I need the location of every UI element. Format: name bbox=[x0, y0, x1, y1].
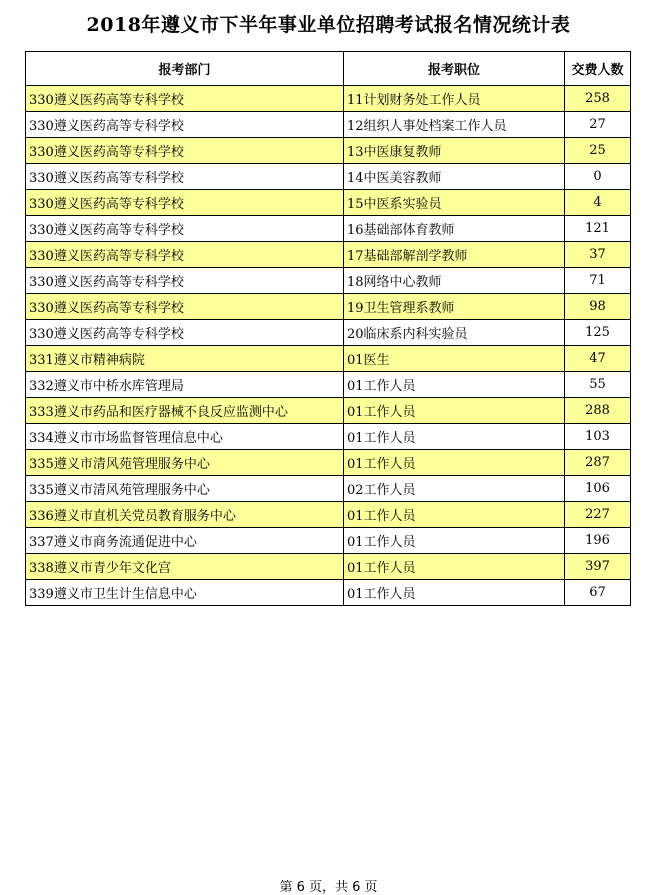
table-row bbox=[26, 398, 631, 424]
cell-paid-count: 67 bbox=[565, 580, 631, 606]
table-row bbox=[26, 138, 631, 164]
cell-department: 333遵义市药品和医疗器械不良反应监测中心 bbox=[26, 398, 344, 424]
cell-paid-count: 25 bbox=[565, 138, 631, 164]
cell-position: 17基础部解剖学教师 bbox=[344, 242, 565, 268]
cell-position: 01工作人员 bbox=[344, 424, 565, 450]
cell-department: 338遵义市青少年文化宫 bbox=[26, 554, 344, 580]
cell-position: 02工作人员 bbox=[344, 476, 565, 502]
table-row bbox=[26, 424, 631, 450]
cell-paid-count: 121 bbox=[565, 216, 631, 242]
cell-paid-count: 125 bbox=[565, 320, 631, 346]
table-row bbox=[26, 372, 631, 398]
cell-paid-count: 37 bbox=[565, 242, 631, 268]
registration-table bbox=[25, 51, 631, 606]
table-row bbox=[26, 164, 631, 190]
cell-position: 16基础部体育教师 bbox=[344, 216, 565, 242]
cell-paid-count: 27 bbox=[565, 112, 631, 138]
cell-department: 330遵义医药高等专科学校 bbox=[26, 86, 344, 112]
cell-position: 01工作人员 bbox=[344, 554, 565, 580]
cell-department: 336遵义市直机关党员教育服务中心 bbox=[26, 502, 344, 528]
cell-department: 330遵义医药高等专科学校 bbox=[26, 138, 344, 164]
cell-position: 01工作人员 bbox=[344, 528, 565, 554]
cell-paid-count: 55 bbox=[565, 372, 631, 398]
cell-department: 330遵义医药高等专科学校 bbox=[26, 190, 344, 216]
cell-paid-count: 227 bbox=[565, 502, 631, 528]
cell-department: 335遵义市清风苑管理服务中心 bbox=[26, 476, 344, 502]
cell-paid-count: 71 bbox=[565, 268, 631, 294]
table-row bbox=[26, 268, 631, 294]
cell-position: 01医生 bbox=[344, 346, 565, 372]
cell-paid-count: 287 bbox=[565, 450, 631, 476]
table-row bbox=[26, 502, 631, 528]
cell-position: 20临床系内科实验员 bbox=[344, 320, 565, 346]
cell-department: 330遵义医药高等专科学校 bbox=[26, 112, 344, 138]
header-department: 报考部门 bbox=[26, 52, 344, 86]
cell-department: 331遵义市精神病院 bbox=[26, 346, 344, 372]
cell-position: 18网络中心教师 bbox=[344, 268, 565, 294]
cell-paid-count: 98 bbox=[565, 294, 631, 320]
cell-position: 15中医系实验员 bbox=[344, 190, 565, 216]
page-title: 2018年遵义市下半年事业单位招聘考试报名情况统计表 bbox=[86, 14, 571, 36]
cell-paid-count: 0 bbox=[565, 164, 631, 190]
table-row bbox=[26, 86, 631, 112]
cell-department: 337遵义市商务流通促进中心 bbox=[26, 528, 344, 554]
header-paid-count: 交费人数 bbox=[565, 52, 631, 86]
table-row bbox=[26, 346, 631, 372]
table-row bbox=[26, 216, 631, 242]
cell-position: 01工作人员 bbox=[344, 580, 565, 606]
cell-department: 335遵义市清风苑管理服务中心 bbox=[26, 450, 344, 476]
cell-paid-count: 106 bbox=[565, 476, 631, 502]
table-row bbox=[26, 450, 631, 476]
cell-department: 339遵义市卫生计生信息中心 bbox=[26, 580, 344, 606]
table-row bbox=[26, 112, 631, 138]
cell-position: 11计划财务处工作人员 bbox=[344, 86, 565, 112]
cell-paid-count: 47 bbox=[565, 346, 631, 372]
cell-department: 330遵义医药高等专科学校 bbox=[26, 294, 344, 320]
table-header-row bbox=[26, 52, 631, 86]
cell-paid-count: 103 bbox=[565, 424, 631, 450]
cell-position: 01工作人员 bbox=[344, 450, 565, 476]
cell-position: 01工作人员 bbox=[344, 398, 565, 424]
cell-department: 330遵义医药高等专科学校 bbox=[26, 164, 344, 190]
cell-position: 13中医康复教师 bbox=[344, 138, 565, 164]
cell-department: 330遵义医药高等专科学校 bbox=[26, 242, 344, 268]
cell-paid-count: 258 bbox=[565, 86, 631, 112]
cell-department: 330遵义医药高等专科学校 bbox=[26, 216, 344, 242]
cell-department: 334遵义市市场监督管理信息中心 bbox=[26, 424, 344, 450]
cell-position: 19卫生管理系教师 bbox=[344, 294, 565, 320]
cell-department: 332遵义市中桥水库管理局 bbox=[26, 372, 344, 398]
cell-position: 01工作人员 bbox=[344, 372, 565, 398]
cell-paid-count: 196 bbox=[565, 528, 631, 554]
table-row bbox=[26, 528, 631, 554]
page-footer: 第 6 页，共 6 页 bbox=[279, 880, 378, 895]
table-row bbox=[26, 190, 631, 216]
table-row bbox=[26, 242, 631, 268]
table-row bbox=[26, 476, 631, 502]
header-position: 报考职位 bbox=[344, 52, 565, 86]
cell-position: 01工作人员 bbox=[344, 502, 565, 528]
cell-paid-count: 4 bbox=[565, 190, 631, 216]
cell-paid-count: 288 bbox=[565, 398, 631, 424]
cell-position: 12组织人事处档案工作人员 bbox=[344, 112, 565, 138]
table-row bbox=[26, 580, 631, 606]
cell-position: 14中医美容教师 bbox=[344, 164, 565, 190]
table-row bbox=[26, 294, 631, 320]
table-row bbox=[26, 320, 631, 346]
cell-department: 330遵义医药高等专科学校 bbox=[26, 268, 344, 294]
table-row bbox=[26, 554, 631, 580]
cell-paid-count: 397 bbox=[565, 554, 631, 580]
cell-department: 330遵义医药高等专科学校 bbox=[26, 320, 344, 346]
